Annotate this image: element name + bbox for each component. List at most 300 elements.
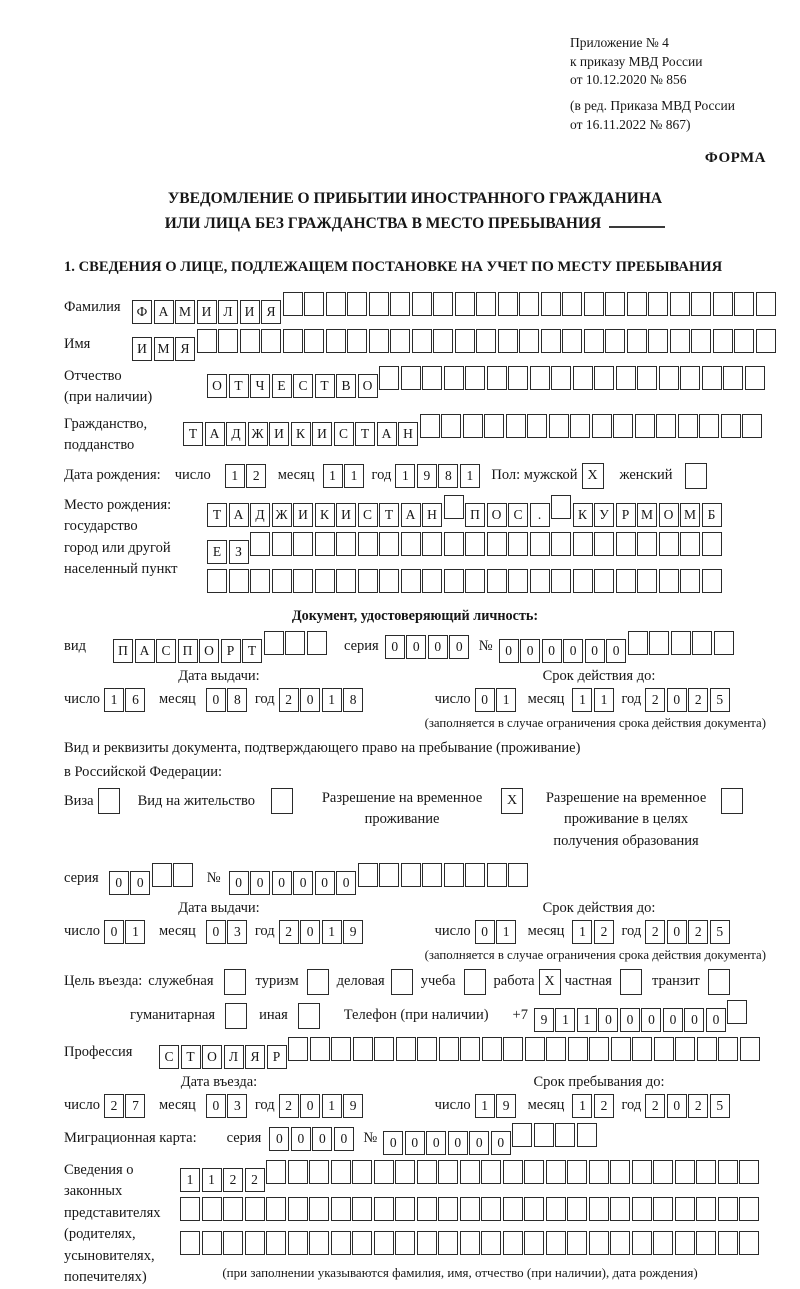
char-cell[interactable] — [721, 414, 741, 438]
char-cell[interactable] — [309, 1197, 329, 1221]
char-cell[interactable] — [304, 329, 324, 353]
char-cell[interactable] — [484, 414, 504, 438]
char-cell[interactable]: 0 — [499, 639, 519, 663]
char-cell[interactable]: 0 — [620, 1008, 640, 1032]
entry-day-cells[interactable] — [104, 1094, 147, 1118]
char-cell[interactable] — [742, 414, 762, 438]
char-cell[interactable] — [374, 1197, 394, 1221]
issue-year-cells[interactable] — [279, 688, 365, 712]
stay-month-cells[interactable] — [572, 1094, 615, 1118]
char-cell[interactable] — [476, 329, 496, 353]
char-cell[interactable]: 2 — [594, 920, 614, 944]
char-cell[interactable] — [680, 532, 700, 556]
residence-permit-checkbox[interactable] — [271, 788, 293, 814]
birth-place-row-1[interactable] — [207, 495, 723, 527]
citizenship-cells[interactable] — [183, 414, 764, 446]
char-cell[interactable] — [180, 1231, 200, 1255]
char-cell[interactable]: Д — [226, 422, 246, 446]
char-cell[interactable] — [272, 569, 292, 593]
char-cell[interactable] — [508, 863, 528, 887]
char-cell[interactable]: 0 — [291, 1127, 311, 1151]
char-cell[interactable] — [670, 329, 690, 353]
char-cell[interactable] — [358, 863, 378, 887]
char-cell[interactable] — [503, 1037, 523, 1061]
char-cell[interactable]: А — [135, 639, 155, 663]
char-cell[interactable] — [288, 1197, 308, 1221]
char-cell[interactable] — [653, 1160, 673, 1184]
char-cell[interactable] — [734, 292, 754, 316]
char-cell[interactable]: 1 — [322, 688, 342, 712]
expiry-month-cells[interactable] — [572, 920, 615, 944]
char-cell[interactable]: 2 — [594, 1094, 614, 1118]
char-cell[interactable] — [680, 366, 700, 390]
char-cell[interactable] — [390, 329, 410, 353]
char-cell[interactable] — [288, 1160, 308, 1184]
char-cell[interactable] — [293, 532, 313, 556]
char-cell[interactable] — [534, 1123, 554, 1147]
char-cell[interactable]: 1 — [180, 1168, 200, 1192]
migration-series-cells[interactable] — [269, 1127, 355, 1151]
char-cell[interactable] — [401, 366, 421, 390]
char-cell[interactable] — [546, 1197, 566, 1221]
char-cell[interactable] — [530, 366, 550, 390]
sex-male-checkbox[interactable]: X — [582, 463, 604, 489]
char-cell[interactable] — [422, 863, 442, 887]
char-cell[interactable] — [739, 1231, 759, 1255]
char-cell[interactable] — [395, 1231, 415, 1255]
issue-day-cells[interactable] — [104, 688, 147, 712]
char-cell[interactable]: Ф — [132, 300, 152, 324]
birth-year-cells[interactable] — [395, 464, 481, 488]
char-cell[interactable] — [369, 329, 389, 353]
char-cell[interactable] — [498, 292, 518, 316]
char-cell[interactable]: 0 — [469, 1131, 489, 1155]
residence-number-cells[interactable] — [229, 863, 530, 895]
char-cell[interactable]: 2 — [223, 1168, 243, 1192]
char-cell[interactable] — [756, 329, 776, 353]
char-cell[interactable] — [487, 863, 507, 887]
char-cell[interactable] — [487, 366, 507, 390]
char-cell[interactable]: О — [199, 639, 219, 663]
char-cell[interactable]: 2 — [688, 1094, 708, 1118]
expiry-day-cells[interactable] — [475, 920, 518, 944]
char-cell[interactable] — [592, 414, 612, 438]
char-cell[interactable] — [396, 1037, 416, 1061]
char-cell[interactable] — [285, 631, 305, 655]
char-cell[interactable] — [336, 569, 356, 593]
char-cell[interactable] — [567, 1231, 587, 1255]
purpose-tourism-checkbox[interactable] — [307, 969, 329, 995]
char-cell[interactable]: 0 — [667, 1094, 687, 1118]
char-cell[interactable]: А — [205, 422, 225, 446]
char-cell[interactable] — [412, 292, 432, 316]
char-cell[interactable]: О — [487, 503, 507, 527]
char-cell[interactable]: 0 — [300, 688, 320, 712]
char-cell[interactable] — [530, 532, 550, 556]
char-cell[interactable] — [524, 1231, 544, 1255]
issue-day-cells[interactable] — [104, 920, 147, 944]
char-cell[interactable]: 0 — [334, 1127, 354, 1151]
char-cell[interactable]: А — [229, 503, 249, 527]
char-cell[interactable]: В — [336, 374, 356, 398]
char-cell[interactable]: 0 — [229, 871, 249, 895]
char-cell[interactable]: 6 — [125, 688, 145, 712]
entry-year-cells[interactable] — [279, 1094, 365, 1118]
char-cell[interactable]: 0 — [663, 1008, 683, 1032]
doc-series-cells[interactable] — [385, 635, 471, 659]
birth-place-row-2[interactable] — [207, 532, 723, 564]
char-cell[interactable] — [714, 631, 734, 655]
char-cell[interactable]: Т — [355, 422, 375, 446]
char-cell[interactable] — [635, 414, 655, 438]
char-cell[interactable]: 9 — [496, 1094, 516, 1118]
char-cell[interactable] — [718, 1197, 738, 1221]
char-cell[interactable] — [465, 569, 485, 593]
char-cell[interactable]: У — [594, 503, 614, 527]
char-cell[interactable] — [675, 1160, 695, 1184]
char-cell[interactable] — [745, 366, 765, 390]
char-cell[interactable] — [551, 569, 571, 593]
char-cell[interactable] — [675, 1231, 695, 1255]
char-cell[interactable]: 1 — [322, 920, 342, 944]
char-cell[interactable] — [353, 1037, 373, 1061]
purpose-official-checkbox[interactable] — [224, 969, 246, 995]
char-cell[interactable] — [627, 292, 647, 316]
char-cell[interactable]: К — [291, 422, 311, 446]
char-cell[interactable]: 1 — [395, 464, 415, 488]
temp-residence-checkbox[interactable]: X — [501, 788, 523, 814]
char-cell[interactable] — [696, 1197, 716, 1221]
char-cell[interactable] — [613, 414, 633, 438]
char-cell[interactable] — [628, 631, 648, 655]
char-cell[interactable] — [347, 329, 367, 353]
char-cell[interactable] — [444, 532, 464, 556]
char-cell[interactable]: 0 — [585, 639, 605, 663]
char-cell[interactable] — [594, 532, 614, 556]
char-cell[interactable] — [481, 1160, 501, 1184]
char-cell[interactable] — [250, 532, 270, 556]
purpose-humanitarian-checkbox[interactable] — [225, 1003, 247, 1029]
char-cell[interactable] — [610, 1160, 630, 1184]
char-cell[interactable] — [487, 532, 507, 556]
purpose-private-checkbox[interactable] — [620, 969, 642, 995]
char-cell[interactable] — [326, 329, 346, 353]
char-cell[interactable]: 0 — [491, 1131, 511, 1155]
purpose-work-checkbox[interactable]: X — [539, 969, 561, 995]
char-cell[interactable]: А — [154, 300, 174, 324]
char-cell[interactable]: 9 — [534, 1008, 554, 1032]
char-cell[interactable]: С — [156, 639, 176, 663]
char-cell[interactable] — [390, 292, 410, 316]
char-cell[interactable]: 2 — [279, 1094, 299, 1118]
char-cell[interactable] — [481, 1231, 501, 1255]
char-cell[interactable]: 0 — [606, 639, 626, 663]
char-cell[interactable]: К — [573, 503, 593, 527]
char-cell[interactable]: 1 — [475, 1094, 495, 1118]
char-cell[interactable]: 9 — [417, 464, 437, 488]
char-cell[interactable] — [648, 292, 668, 316]
char-cell[interactable] — [519, 292, 539, 316]
char-cell[interactable]: М — [637, 503, 657, 527]
char-cell[interactable] — [439, 1037, 459, 1061]
char-cell[interactable] — [699, 414, 719, 438]
birth-month-cells[interactable] — [323, 464, 366, 488]
char-cell[interactable] — [218, 329, 238, 353]
char-cell[interactable] — [577, 1123, 597, 1147]
char-cell[interactable] — [310, 1037, 330, 1061]
char-cell[interactable]: Я — [175, 337, 195, 361]
char-cell[interactable]: 1 — [594, 688, 614, 712]
char-cell[interactable] — [369, 292, 389, 316]
char-cell[interactable] — [670, 292, 690, 316]
char-cell[interactable] — [309, 1231, 329, 1255]
char-cell[interactable] — [589, 1197, 609, 1221]
char-cell[interactable]: 0 — [315, 871, 335, 895]
char-cell[interactable]: 0 — [312, 1127, 332, 1151]
char-cell[interactable] — [173, 863, 193, 887]
char-cell[interactable] — [637, 366, 657, 390]
char-cell[interactable] — [740, 1037, 760, 1061]
char-cell[interactable]: Т — [229, 374, 249, 398]
char-cell[interactable] — [632, 1160, 652, 1184]
char-cell[interactable]: 2 — [245, 1168, 265, 1192]
char-cell[interactable] — [455, 329, 475, 353]
char-cell[interactable]: 1 — [104, 688, 124, 712]
char-cell[interactable]: 9 — [343, 920, 363, 944]
char-cell[interactable]: 0 — [269, 1127, 289, 1151]
char-cell[interactable]: 0 — [475, 920, 495, 944]
visa-checkbox[interactable] — [98, 788, 120, 814]
char-cell[interactable] — [675, 1037, 695, 1061]
char-cell[interactable]: П — [113, 639, 133, 663]
char-cell[interactable]: 0 — [336, 871, 356, 895]
char-cell[interactable]: 8 — [227, 688, 247, 712]
char-cell[interactable] — [352, 1160, 372, 1184]
char-cell[interactable]: 0 — [475, 688, 495, 712]
char-cell[interactable] — [589, 1160, 609, 1184]
char-cell[interactable] — [567, 1197, 587, 1221]
char-cell[interactable] — [422, 532, 442, 556]
char-cell[interactable] — [487, 569, 507, 593]
representatives-row-1[interactable] — [180, 1160, 761, 1192]
char-cell[interactable] — [358, 532, 378, 556]
char-cell[interactable]: 0 — [109, 871, 129, 895]
char-cell[interactable]: 3 — [227, 920, 247, 944]
char-cell[interactable] — [358, 569, 378, 593]
char-cell[interactable]: Я — [245, 1045, 265, 1069]
expiry-year-cells[interactable] — [645, 920, 731, 944]
char-cell[interactable] — [570, 414, 590, 438]
char-cell[interactable]: М — [680, 503, 700, 527]
char-cell[interactable]: 2 — [688, 688, 708, 712]
char-cell[interactable] — [659, 532, 679, 556]
char-cell[interactable] — [482, 1037, 502, 1061]
char-cell[interactable]: Б — [702, 503, 722, 527]
char-cell[interactable] — [266, 1231, 286, 1255]
char-cell[interactable]: . — [530, 503, 550, 527]
representatives-row-2[interactable] — [180, 1197, 761, 1226]
char-cell[interactable] — [465, 863, 485, 887]
purpose-study-checkbox[interactable] — [464, 969, 486, 995]
char-cell[interactable]: Р — [221, 639, 241, 663]
char-cell[interactable]: 1 — [322, 1094, 342, 1118]
char-cell[interactable] — [691, 329, 711, 353]
char-cell[interactable]: 0 — [428, 635, 448, 659]
char-cell[interactable] — [508, 569, 528, 593]
char-cell[interactable] — [632, 1197, 652, 1221]
char-cell[interactable] — [678, 414, 698, 438]
char-cell[interactable] — [713, 292, 733, 316]
char-cell[interactable] — [713, 329, 733, 353]
char-cell[interactable] — [541, 329, 561, 353]
char-cell[interactable] — [315, 532, 335, 556]
char-cell[interactable] — [395, 1197, 415, 1221]
char-cell[interactable] — [417, 1037, 437, 1061]
char-cell[interactable]: 2 — [279, 920, 299, 944]
char-cell[interactable] — [503, 1160, 523, 1184]
stay-day-cells[interactable] — [475, 1094, 518, 1118]
char-cell[interactable]: А — [377, 422, 397, 446]
char-cell[interactable]: 5 — [710, 1094, 730, 1118]
char-cell[interactable] — [438, 1231, 458, 1255]
char-cell[interactable] — [649, 631, 669, 655]
char-cell[interactable] — [702, 366, 722, 390]
char-cell[interactable] — [444, 495, 464, 519]
char-cell[interactable] — [697, 1037, 717, 1061]
char-cell[interactable]: Я — [261, 300, 281, 324]
char-cell[interactable] — [229, 569, 249, 593]
char-cell[interactable]: 0 — [667, 920, 687, 944]
char-cell[interactable] — [756, 292, 776, 316]
char-cell[interactable] — [702, 569, 722, 593]
char-cell[interactable] — [519, 329, 539, 353]
char-cell[interactable]: 0 — [542, 639, 562, 663]
migration-number-cells[interactable] — [383, 1123, 598, 1155]
char-cell[interactable] — [632, 1037, 652, 1061]
char-cell[interactable]: З — [229, 540, 249, 564]
char-cell[interactable]: 0 — [385, 635, 405, 659]
char-cell[interactable]: 0 — [206, 688, 226, 712]
char-cell[interactable]: 1 — [555, 1008, 575, 1032]
char-cell[interactable]: 1 — [323, 464, 343, 488]
doc-type-cells[interactable] — [113, 631, 328, 663]
char-cell[interactable]: 0 — [272, 871, 292, 895]
char-cell[interactable]: Ж — [272, 503, 292, 527]
char-cell[interactable]: Н — [422, 503, 442, 527]
issue-month-cells[interactable] — [206, 688, 249, 712]
char-cell[interactable] — [374, 1037, 394, 1061]
issue-month-cells[interactable] — [206, 920, 249, 944]
char-cell[interactable] — [506, 414, 526, 438]
char-cell[interactable] — [696, 1231, 716, 1255]
char-cell[interactable] — [180, 1197, 200, 1221]
representatives-row-3[interactable] — [180, 1231, 761, 1260]
char-cell[interactable]: М — [154, 337, 174, 361]
char-cell[interactable] — [702, 532, 722, 556]
char-cell[interactable]: С — [293, 374, 313, 398]
char-cell[interactable]: С — [358, 503, 378, 527]
char-cell[interactable]: 2 — [645, 1094, 665, 1118]
char-cell[interactable]: Р — [616, 503, 636, 527]
char-cell[interactable] — [654, 1037, 674, 1061]
char-cell[interactable]: 8 — [343, 688, 363, 712]
char-cell[interactable] — [438, 1160, 458, 1184]
char-cell[interactable] — [503, 1197, 523, 1221]
char-cell[interactable] — [331, 1231, 351, 1255]
char-cell[interactable]: 1 — [460, 464, 480, 488]
char-cell[interactable] — [245, 1231, 265, 1255]
char-cell[interactable] — [347, 292, 367, 316]
char-cell[interactable] — [379, 532, 399, 556]
char-cell[interactable]: 3 — [227, 1094, 247, 1118]
char-cell[interactable]: С — [508, 503, 528, 527]
char-cell[interactable] — [718, 1160, 738, 1184]
char-cell[interactable] — [739, 1197, 759, 1221]
char-cell[interactable]: Д — [250, 503, 270, 527]
char-cell[interactable]: 0 — [293, 871, 313, 895]
char-cell[interactable]: 8 — [438, 464, 458, 488]
char-cell[interactable]: 0 — [300, 920, 320, 944]
char-cell[interactable]: 1 — [577, 1008, 597, 1032]
char-cell[interactable] — [584, 329, 604, 353]
char-cell[interactable]: 0 — [130, 871, 150, 895]
char-cell[interactable] — [465, 532, 485, 556]
char-cell[interactable] — [503, 1231, 523, 1255]
char-cell[interactable]: 1 — [125, 920, 145, 944]
expiry-year-cells[interactable] — [645, 688, 731, 712]
char-cell[interactable] — [696, 1160, 716, 1184]
char-cell[interactable] — [379, 366, 399, 390]
char-cell[interactable]: О — [358, 374, 378, 398]
char-cell[interactable] — [202, 1197, 222, 1221]
char-cell[interactable]: 0 — [706, 1008, 726, 1032]
char-cell[interactable] — [605, 329, 625, 353]
char-cell[interactable] — [352, 1197, 372, 1221]
char-cell[interactable] — [463, 414, 483, 438]
char-cell[interactable] — [616, 532, 636, 556]
char-cell[interactable]: И — [132, 337, 152, 361]
char-cell[interactable]: 1 — [496, 688, 516, 712]
profession-cells[interactable] — [159, 1037, 761, 1069]
char-cell[interactable] — [309, 1160, 329, 1184]
char-cell[interactable] — [401, 569, 421, 593]
char-cell[interactable] — [250, 569, 270, 593]
char-cell[interactable]: И — [240, 300, 260, 324]
char-cell[interactable] — [739, 1160, 759, 1184]
issue-year-cells[interactable] — [279, 920, 365, 944]
char-cell[interactable] — [508, 366, 528, 390]
phone-cells[interactable] — [534, 1000, 749, 1032]
char-cell[interactable]: 2 — [645, 920, 665, 944]
char-cell[interactable] — [261, 329, 281, 353]
birth-place-row-3[interactable] — [207, 569, 723, 598]
purpose-transit-checkbox[interactable] — [708, 969, 730, 995]
char-cell[interactable] — [524, 1197, 544, 1221]
char-cell[interactable]: 0 — [667, 688, 687, 712]
char-cell[interactable] — [611, 1037, 631, 1061]
char-cell[interactable] — [374, 1231, 394, 1255]
birth-day-cells[interactable] — [225, 464, 268, 488]
char-cell[interactable]: 0 — [206, 1094, 226, 1118]
char-cell[interactable] — [422, 366, 442, 390]
char-cell[interactable] — [627, 329, 647, 353]
char-cell[interactable] — [648, 329, 668, 353]
char-cell[interactable] — [240, 329, 260, 353]
char-cell[interactable] — [632, 1231, 652, 1255]
char-cell[interactable]: О — [202, 1045, 222, 1069]
char-cell[interactable] — [374, 1160, 394, 1184]
char-cell[interactable] — [433, 329, 453, 353]
